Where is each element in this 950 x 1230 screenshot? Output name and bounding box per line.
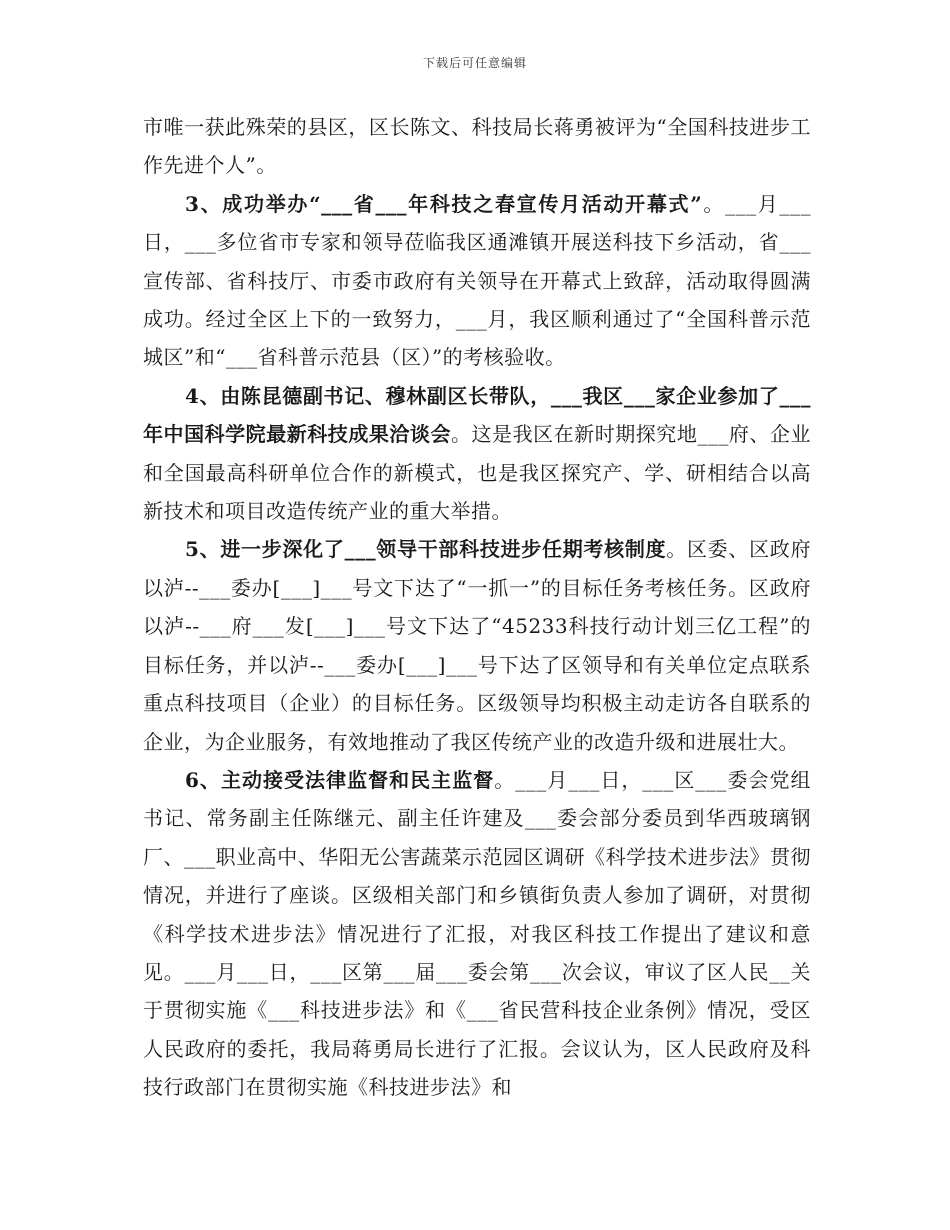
paragraph-item-6 xyxy=(143,761,811,1107)
paragraph-item-3 xyxy=(143,185,811,377)
paragraph-item-5 xyxy=(143,530,811,760)
paragraph-heading: 3、成功举办“___省___年科技之春宣传月活动开幕式” xyxy=(185,191,703,216)
paragraph-text: 市唯一获此殊荣的县区，区长陈文、科技局长蒋勇被评为“全国科技进步工作先进个人”。 xyxy=(143,115,811,178)
paragraph-item-4 xyxy=(143,377,811,531)
paragraph-text: 。___月___日，___多位省市专家和领导莅临我区通滩镇开展送科技下乡活动，省___宣传部、省科技厅、市委市政府有关领导在开幕式上致辞，活动取得圆满成功。经过全区上下的一致努力，___月，我区顺利通过了“全国科普示范城区”和“___省科普示范县（区）”的考核验收。 xyxy=(143,191,811,370)
paragraph-text: 。区委、区政府以泸--___委办[___]___号文下达了“一抓一”的目标任务考核任务。区政府以泸--___府___发[___]___号文下达了“45233科技行动计划三亿工程”的目标任务，并以泸--___委办[___]___号下达了区领导和有关单位定点联系重点科技项目（企业）的目标任务。区级领导均积极主动走访各自联系的企业，为企业服务，有效地推动了我区传统产业的改造升级和进展壮大。 xyxy=(143,537,812,754)
document-body xyxy=(143,108,811,1107)
paragraph-continuation xyxy=(143,108,811,185)
paragraph-heading: 5、进一步深化了___领导干部科技进步任期考核制度 xyxy=(185,537,667,562)
page-header: 下载后可任意编辑 xyxy=(422,56,527,70)
paragraph-text: 。这是我区在新时期探究地___府、企业和全国最高科研单位合作的新模式，也是我区探究产、学、研相结合以高新技术和项目改造传统产业的重大举措。 xyxy=(143,422,812,524)
paragraph-heading: 6、主动接受法律监督和民主监督 xyxy=(185,767,495,792)
paragraph-text: 。___月___日，___区___委会党组书记、常务副主任陈继元、副主任许建及___委会部分委员到华西玻璃钢厂、___职业高中、华阳无公害蔬菜示范园区调研《科学技术进步法》贯彻情况，并进行了座谈。区级相关部门和乡镇街负责人参加了调研，对贯彻《科学技术进步法》情况进行了汇报，对我区科技工作提出了建议和意见。___月___日，___区第___届___委会第___次会议，审议了区人民__关于贯彻实施《___科技进步法》和《___省民营科技企业条例》情况，受区人民政府的委托，我局蒋勇局长进行了汇报。会议认为，区人民政府及科技行政部门在贯彻实施《科技进步法》和 xyxy=(143,767,812,1100)
paragraph-heading: 4、由陈昆德副书记、穆林副区长带队，___我区___家企业参加了___年中国科学院最新科技成果洽谈会 xyxy=(143,383,811,447)
